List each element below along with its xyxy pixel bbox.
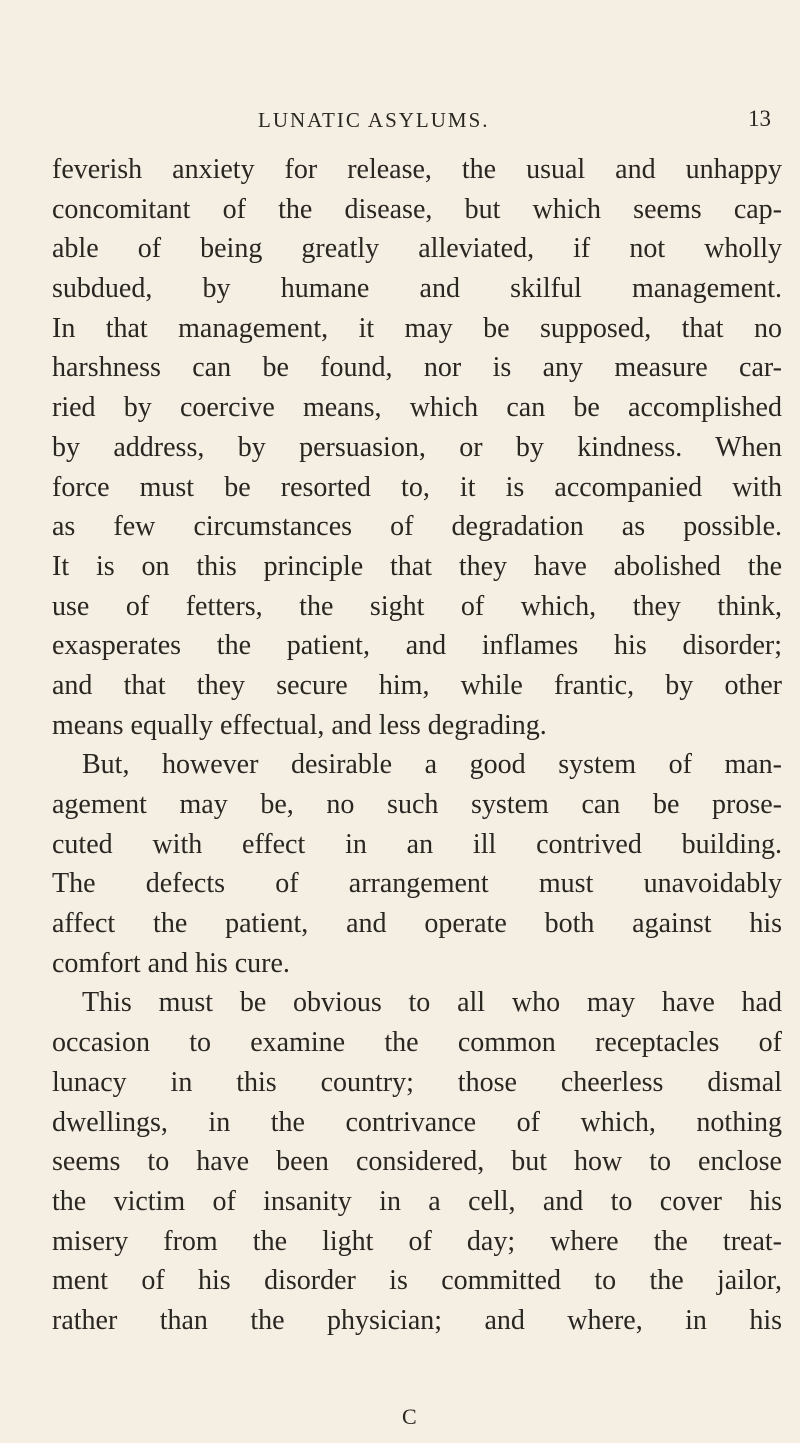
text-line: lunacy in this country; those cheerless dismal [52, 1066, 782, 1098]
text-line: comfort and his cure. [52, 947, 290, 979]
text-line: ried by coercive means, which can be accomplished [52, 392, 782, 424]
text-line: cuted with effect in an ill contrived building. [52, 828, 782, 860]
text-line: by address, by persuasion, or by kindness. When [52, 431, 782, 463]
running-head: LUNATIC ASYLUMS. [258, 108, 490, 132]
text-line: affect the patient, and operate both against his [52, 908, 782, 940]
text-line: the victim of insanity in a cell, and to cover his [52, 1185, 782, 1217]
text-line: seems to have been considered, but how to enclose [52, 1146, 782, 1178]
text-line: subdued, by humane and skilful management. [52, 273, 782, 305]
text-line: The defects of arrangement must unavoidably [52, 868, 782, 900]
text-line: agement may be, no such system can be prose- [52, 789, 782, 820]
signature-mark: C [402, 1404, 417, 1429]
text-line: dwellings, in the contrivance of which, nothing [52, 1106, 782, 1138]
text-line: occasion to examine the common receptacles of [52, 1027, 782, 1059]
page-header [0, 108, 800, 138]
text-line: as few circumstances of degradation as possible. [52, 511, 782, 543]
text-line: able of being greatly alleviated, if not wholly [52, 233, 782, 265]
text-line: But, however desirable a good system of man- [82, 749, 782, 781]
text-line: force must be resorted to, it is accompanied with [52, 471, 782, 503]
text-line: exasperates the patient, and inflames his disorder; [52, 630, 782, 662]
text-line: feverish anxiety for release, the usual and unhappy [52, 154, 782, 185]
text-line: ment of his disorder is committed to the jailor, [52, 1265, 782, 1297]
text-line: harshness can be found, nor is any measure car- [52, 352, 782, 384]
text-line: rather than the physician; and where, in his [52, 1304, 782, 1336]
body-text [52, 150, 782, 1341]
text-line: It is on this principle that they have abolished the [52, 550, 782, 582]
text-line: This must be obvious to all who may have had [82, 987, 782, 1019]
page-number: 13 [748, 106, 771, 131]
text-line: means equally effectual, and less degrading. [52, 709, 547, 741]
text-line: concomitant of the disease, but which seems cap- [52, 193, 782, 225]
text-line: use of fetters, the sight of which, they think, [52, 590, 782, 622]
text-line: misery from the light of day; where the treat- [52, 1225, 782, 1257]
text-line: In that management, it may be supposed, that no [52, 312, 782, 344]
text-line: and that they secure him, while frantic, by other [52, 669, 782, 701]
